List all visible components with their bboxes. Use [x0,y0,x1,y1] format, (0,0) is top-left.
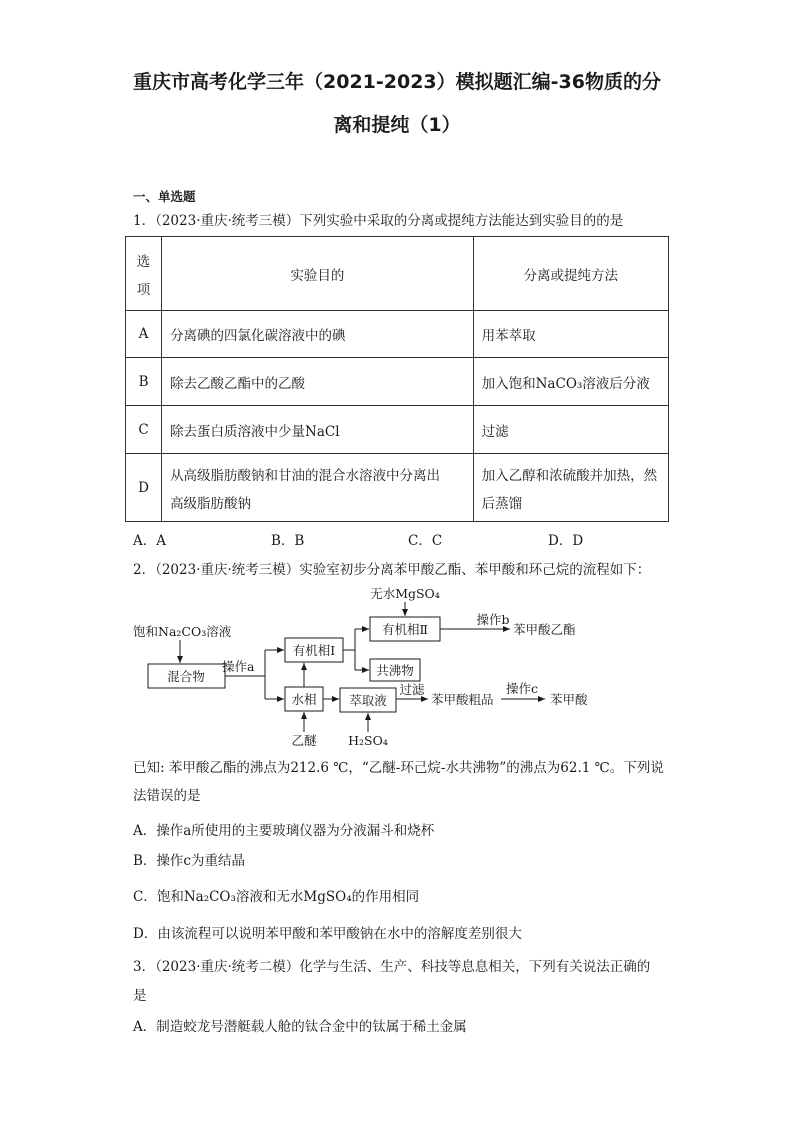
table-row [126,358,669,406]
row-purpose: 分离碘的四氯化碳溶液中的碘 [162,311,474,358]
question-2-option-b[interactable]: B．操作c为重结晶 [133,853,245,869]
question-1-stem: 1．（2023·重庆·统考三模）下列实验中采取的分离或提纯方法能达到实验目的的是 [133,213,624,229]
row-option: A [126,311,162,358]
document-title-line-2: 离和提纯（1） [333,114,461,136]
row-method-line-2: 后蒸馏 [481,495,523,512]
document-title-line-1: 重庆市高考化学三年（2021-2023）模拟题汇编-36物质的分 [133,71,661,93]
label-ether: 乙醚 [291,733,317,748]
row-purpose-line-1: 从高级脂肪酸钠和甘油的混合水溶液中分离出 [170,467,441,484]
question-2-option-d[interactable]: D．由该流程可以说明苯甲酸和苯甲酸钠在水中的溶解度差别很大 [133,926,522,942]
question-2-option-c[interactable]: C．饱和Na₂CO₃溶液和无水MgSO₄的作用相同 [133,889,420,905]
header-option-line-1: 选 [136,253,151,270]
row-method-line-1: 加入乙醇和浓硫酸并加热，然 [481,467,658,484]
choice-b[interactable]: B．B [271,533,305,549]
question-3-option-a[interactable]: A．制造蛟龙号潜艇载人舱的钛合金中的钛属于稀土金属 [133,1019,467,1035]
row-option: D [126,454,162,522]
row-method [473,454,668,522]
row-purpose: 除去蛋白质溶液中少量NaCl [162,406,474,454]
question-3-stem-line-2: 是 [133,988,147,1004]
flow-diagram [125,580,605,752]
row-purpose-line-2: 高级脂肪酸钠 [170,495,252,512]
label-organic-1: 有机相Ⅰ [292,643,336,658]
question-2-known-line-1: 已知: 苯甲酸乙酯的沸点为212.6 ℃，“乙醚-环己烷-水共沸物”的沸点为62.1 ℃。下列说 [133,760,664,776]
table-row [126,406,669,454]
question-1-table [125,236,669,522]
row-method: 加入饱和NaCO₃溶液后分液 [473,358,668,406]
header-method: 分离或提纯方法 [473,237,668,311]
label-ethyl-benzoate: 苯甲酸乙酯 [513,622,576,637]
label-organic-2: 有机相Ⅱ [382,622,428,637]
row-method: 用苯萃取 [473,311,668,358]
row-option: C [126,406,162,454]
label-aqueous: 水相 [291,692,317,707]
label-operation-c: 操作c [505,681,539,696]
label-h2so4: H₂SO₄ [348,733,388,748]
row-purpose [162,454,474,522]
question-2-option-a[interactable]: A．操作a所使用的主要玻璃仪器为分液漏斗和烧杯 [133,823,435,839]
header-option [126,237,162,311]
label-benzoic-acid: 苯甲酸 [550,692,588,707]
label-operation-a: 操作a [222,659,255,674]
row-method: 过滤 [473,406,668,454]
label-na2co3: 饱和Na₂CO₃溶液 [133,624,232,639]
label-crude-acid: 苯甲酸粗品 [431,692,494,707]
table-row [126,454,669,522]
label-filtration: 过滤 [399,682,425,697]
row-option: B [126,358,162,406]
label-operation-b: 操作b [476,612,510,627]
section-heading: 一、单选题 [133,189,196,204]
header-option-line-2: 项 [136,281,151,298]
table-row [126,311,669,358]
label-mixture: 混合物 [167,669,205,684]
label-azeotrope: 共沸物 [376,663,414,678]
choice-a[interactable]: A．A [133,533,166,549]
question-3-stem-line-1: 3．（2023·重庆·统考二模）化学与生活、生产、科技等息息相关，下列有关说法正确的 [133,959,651,975]
header-purpose: 实验目的 [162,237,474,311]
question-2-stem: 2．（2023·重庆·统考三模）实验室初步分离苯甲酸乙酯、苯甲酸和环己烷的流程如下： [133,562,651,578]
label-anhydrous-mgso4: 无水MgSO₄ [370,586,440,601]
question-2-known-line-2: 法错误的是 [133,788,201,804]
label-extract: 萃取液 [349,693,387,708]
table-header-row [126,237,669,311]
choice-c[interactable]: C．C [408,533,443,549]
row-purpose: 除去乙酸乙酯中的乙酸 [162,358,474,406]
choice-d[interactable]: D．D [548,533,584,549]
